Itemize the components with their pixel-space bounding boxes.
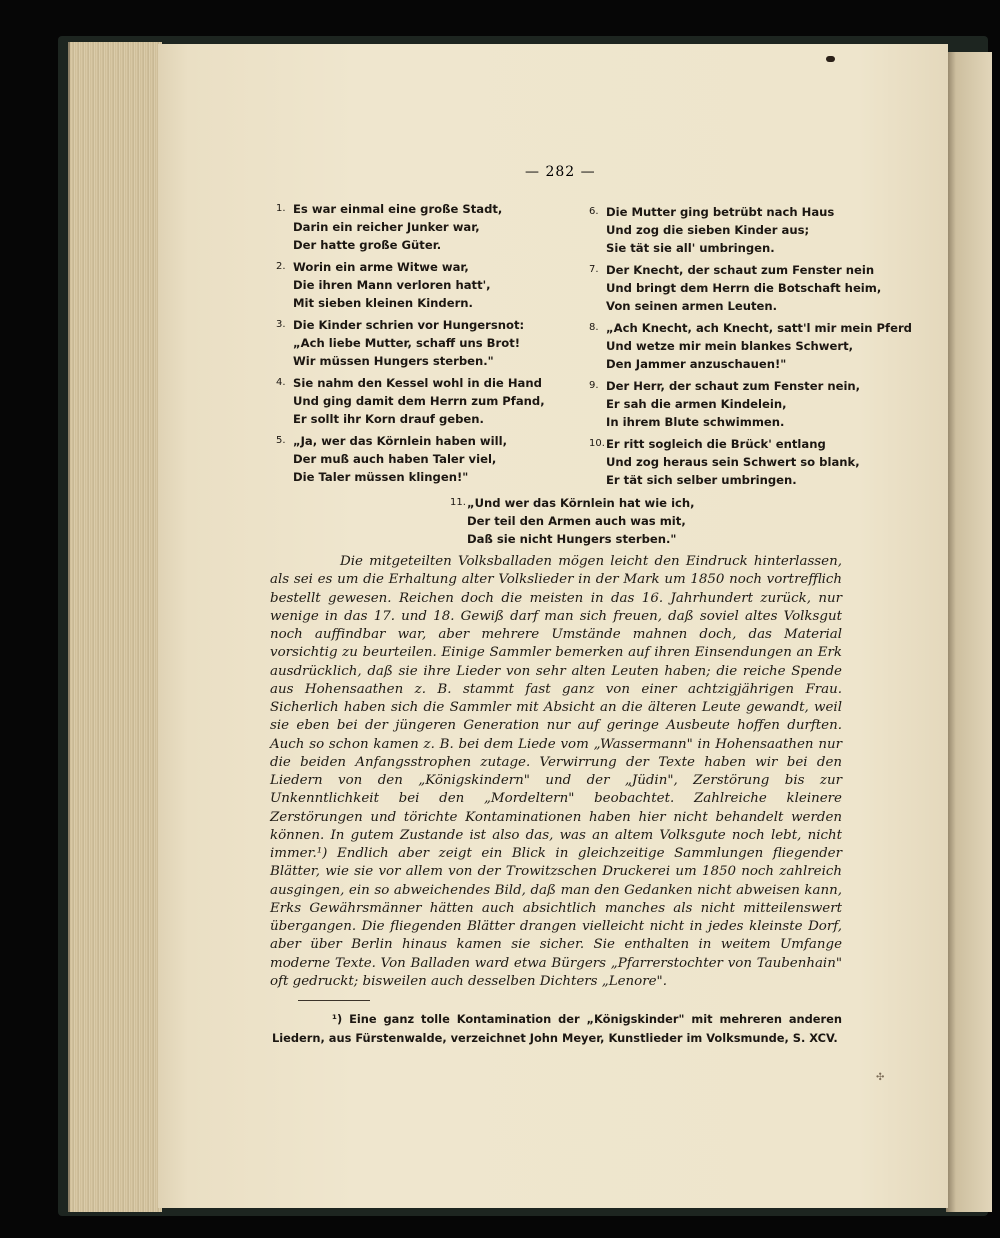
stanza-6 [589, 203, 835, 257]
verse-line: Sie tät sie all' umbringen. [606, 241, 775, 255]
stanza-number: 5. [276, 435, 286, 446]
ink-mark [826, 56, 835, 62]
stanza-number: 8. [589, 322, 599, 333]
stanza-number: 1. [276, 203, 286, 214]
facing-page-edge [946, 52, 992, 1212]
verse-line: Der Herr, der schaut zum Fenster nein, [606, 379, 861, 393]
stanza-1 [276, 200, 503, 254]
verse-line: Und ging damit dem Herrn zum Pfand, [293, 394, 545, 408]
stanza-3 [276, 316, 525, 370]
stanza-11 [450, 494, 695, 548]
verse-line: Von seinen armen Leuten. [606, 299, 778, 313]
stanza-number: 10. [589, 438, 605, 449]
stanza-5 [276, 432, 507, 486]
verse-line: Und zog die sieben Kinder aus; [606, 223, 810, 237]
stanza-7 [589, 261, 882, 315]
verse-line: Und zog heraus sein Schwert so blank, [606, 455, 860, 469]
verse-line: „Ach Knecht, ach Knecht, satt'l mir mein Pferd [606, 321, 912, 335]
verse-line: Die ihren Mann verloren hatt', [293, 278, 491, 292]
stanza-number: 7. [589, 264, 599, 275]
verse-line: Er sollt ihr Korn drauf geben. [293, 412, 484, 426]
verse-line: Und wetze mir mein blankes Schwert, [606, 339, 854, 353]
stanza-number: 9. [589, 380, 599, 391]
paper-speck: ✣ [876, 1072, 885, 1083]
verse-line: Wir müssen Hungers sterben." [293, 354, 494, 368]
verse-line: Sie nahm den Kessel wohl in die Hand [293, 376, 542, 390]
verse-line: Der teil den Armen auch was mit, [467, 514, 686, 528]
stanza-number: 11. [450, 497, 466, 508]
footnote-rule [298, 1000, 370, 1001]
page-edges [68, 42, 162, 1212]
verse-line: Die Mutter ging betrübt nach Haus [606, 205, 835, 219]
verse-line: Worin ein arme Witwe war, [293, 260, 469, 274]
verse-line: Darin ein reicher Junker war, [293, 220, 480, 234]
verse-line: Die Taler müssen klingen!" [293, 470, 469, 484]
stanza-10 [589, 435, 860, 489]
verse-line: „Und wer das Körnlein hat wie ich, [467, 496, 695, 510]
verse-line: Daß sie nicht Hungers sterben." [467, 532, 677, 546]
verse-line: Den Jammer anzuschauen!" [606, 357, 787, 371]
verse-line: Der hatte große Güter. [293, 238, 442, 252]
stanza-number: 2. [276, 261, 286, 272]
footnote-text: ¹) Eine ganz tolle Kontamination der „Königskinder" mit mehreren anderen Liedern, aus Fürstenwalde, verzeichnet John Meyer, Kunstlieder im Volksmunde, S. XCV. [272, 1012, 842, 1045]
verse-line: Der Knecht, der schaut zum Fenster nein [606, 263, 875, 277]
verse-line: „Ach liebe Mutter, schaff uns Brot! [293, 336, 521, 350]
page-number: — 282 — [525, 164, 596, 180]
stanza-number: 6. [589, 206, 599, 217]
verse-line: Und bringt dem Herrn die Botschaft heim, [606, 281, 882, 295]
stanza-4 [276, 374, 545, 428]
verse-line: Er ritt sogleich die Brück' entlang [606, 437, 826, 451]
stanza-number: 4. [276, 377, 286, 388]
verse-line: „Ja, wer das Körnlein haben will, [293, 434, 507, 448]
stanza-8 [589, 319, 912, 373]
verse-line: Der muß auch haben Taler viel, [293, 452, 497, 466]
body-paragraph [270, 553, 842, 991]
verse-line: Er sah die armen Kindelein, [606, 397, 787, 411]
verse-line: Er tät sich selber umbringen. [606, 473, 797, 487]
stanza-9 [589, 377, 861, 431]
footnote [272, 1010, 842, 1048]
verse-line: In ihrem Blute schwimmen. [606, 415, 785, 429]
stanza-2 [276, 258, 491, 312]
verse-line: Die Kinder schrien vor Hungersnot: [293, 318, 525, 332]
body-text: Die mitgeteilten Volksballaden mögen leicht den Eindruck hinterlassen, als sei es um die Erhaltung alter Volkslieder in der Mark um 1850 noch vortrefflich bestellt gewesen. Reichen doch die meisten in das 16. Jahrhundert zurück, nur wenige in das 17. und 18. Gewiß darf man sich freuen, daß soviel altes Volksgut noch auffindbar war, aber mehrere Umstände mahnen doch, das Material vorsichtig zu beurteilen. Einige Sammler bemerken auf ihren Einsendungen an Erk ausdrücklich, daß sie ihre Lieder von sehr alten Leuten haben; die reiche Spende aus Hohensaathen z. B. stammt fast ganz von einer achtzigjährigen Frau. Sicherlich haben sich die Sammler mit Absicht an die älteren Leute gewandt, weil sie eben bei der jüngeren Generation nur auf geringe Ausbeute hoffen durften. Auch so schon kamen z. B. bei dem Liede vom „Wassermann" in Hohensaathen nur die beiden Anfangsstrophen zutage. Verwirrung der Texte haben wir bei den Liedern von den „Königskindern" und der „Jüdin", Zerstörung bis zur Unkenntlichkeit bei den „Mordeltern" beobachtet. Zahlreiche kleinere Zerstörungen und törichte Kontaminationen haben hier nicht behandelt werden können. In gutem Zustande ist also das, was an altem Volksgute noch lebt, nicht immer.¹) Endlich aber zeigt ein Blick in gleichzeitige Sammlungen fliegender Blätter, wie sie vor allem von der Trowitzschen Druckerei um 1850 noch zahlreich ausgingen, ein so abweichendes Bild, daß man den Gedanken nicht abweisen kann, Erks Gewährsmänner hätten auch absichtlich manches als nicht mitteilenswert übergangen. Die fliegenden Blätter drangen vielleicht nicht in jedes kleinste Dorf, aber über Berlin hinaus kamen sie sicher. Sie enthalten in weitem Umfange moderne Texte. Von Balladen ward etwa Bürgers „Pfarrerstochter von Taubenhain" oft gedruckt; bisweilen auch desselben Dichters „Lenore". [270, 554, 842, 989]
verse-line: Mit sieben kleinen Kindern. [293, 296, 473, 310]
verse-line: Es war einmal eine große Stadt, [293, 202, 503, 216]
stanza-number: 3. [276, 319, 286, 330]
